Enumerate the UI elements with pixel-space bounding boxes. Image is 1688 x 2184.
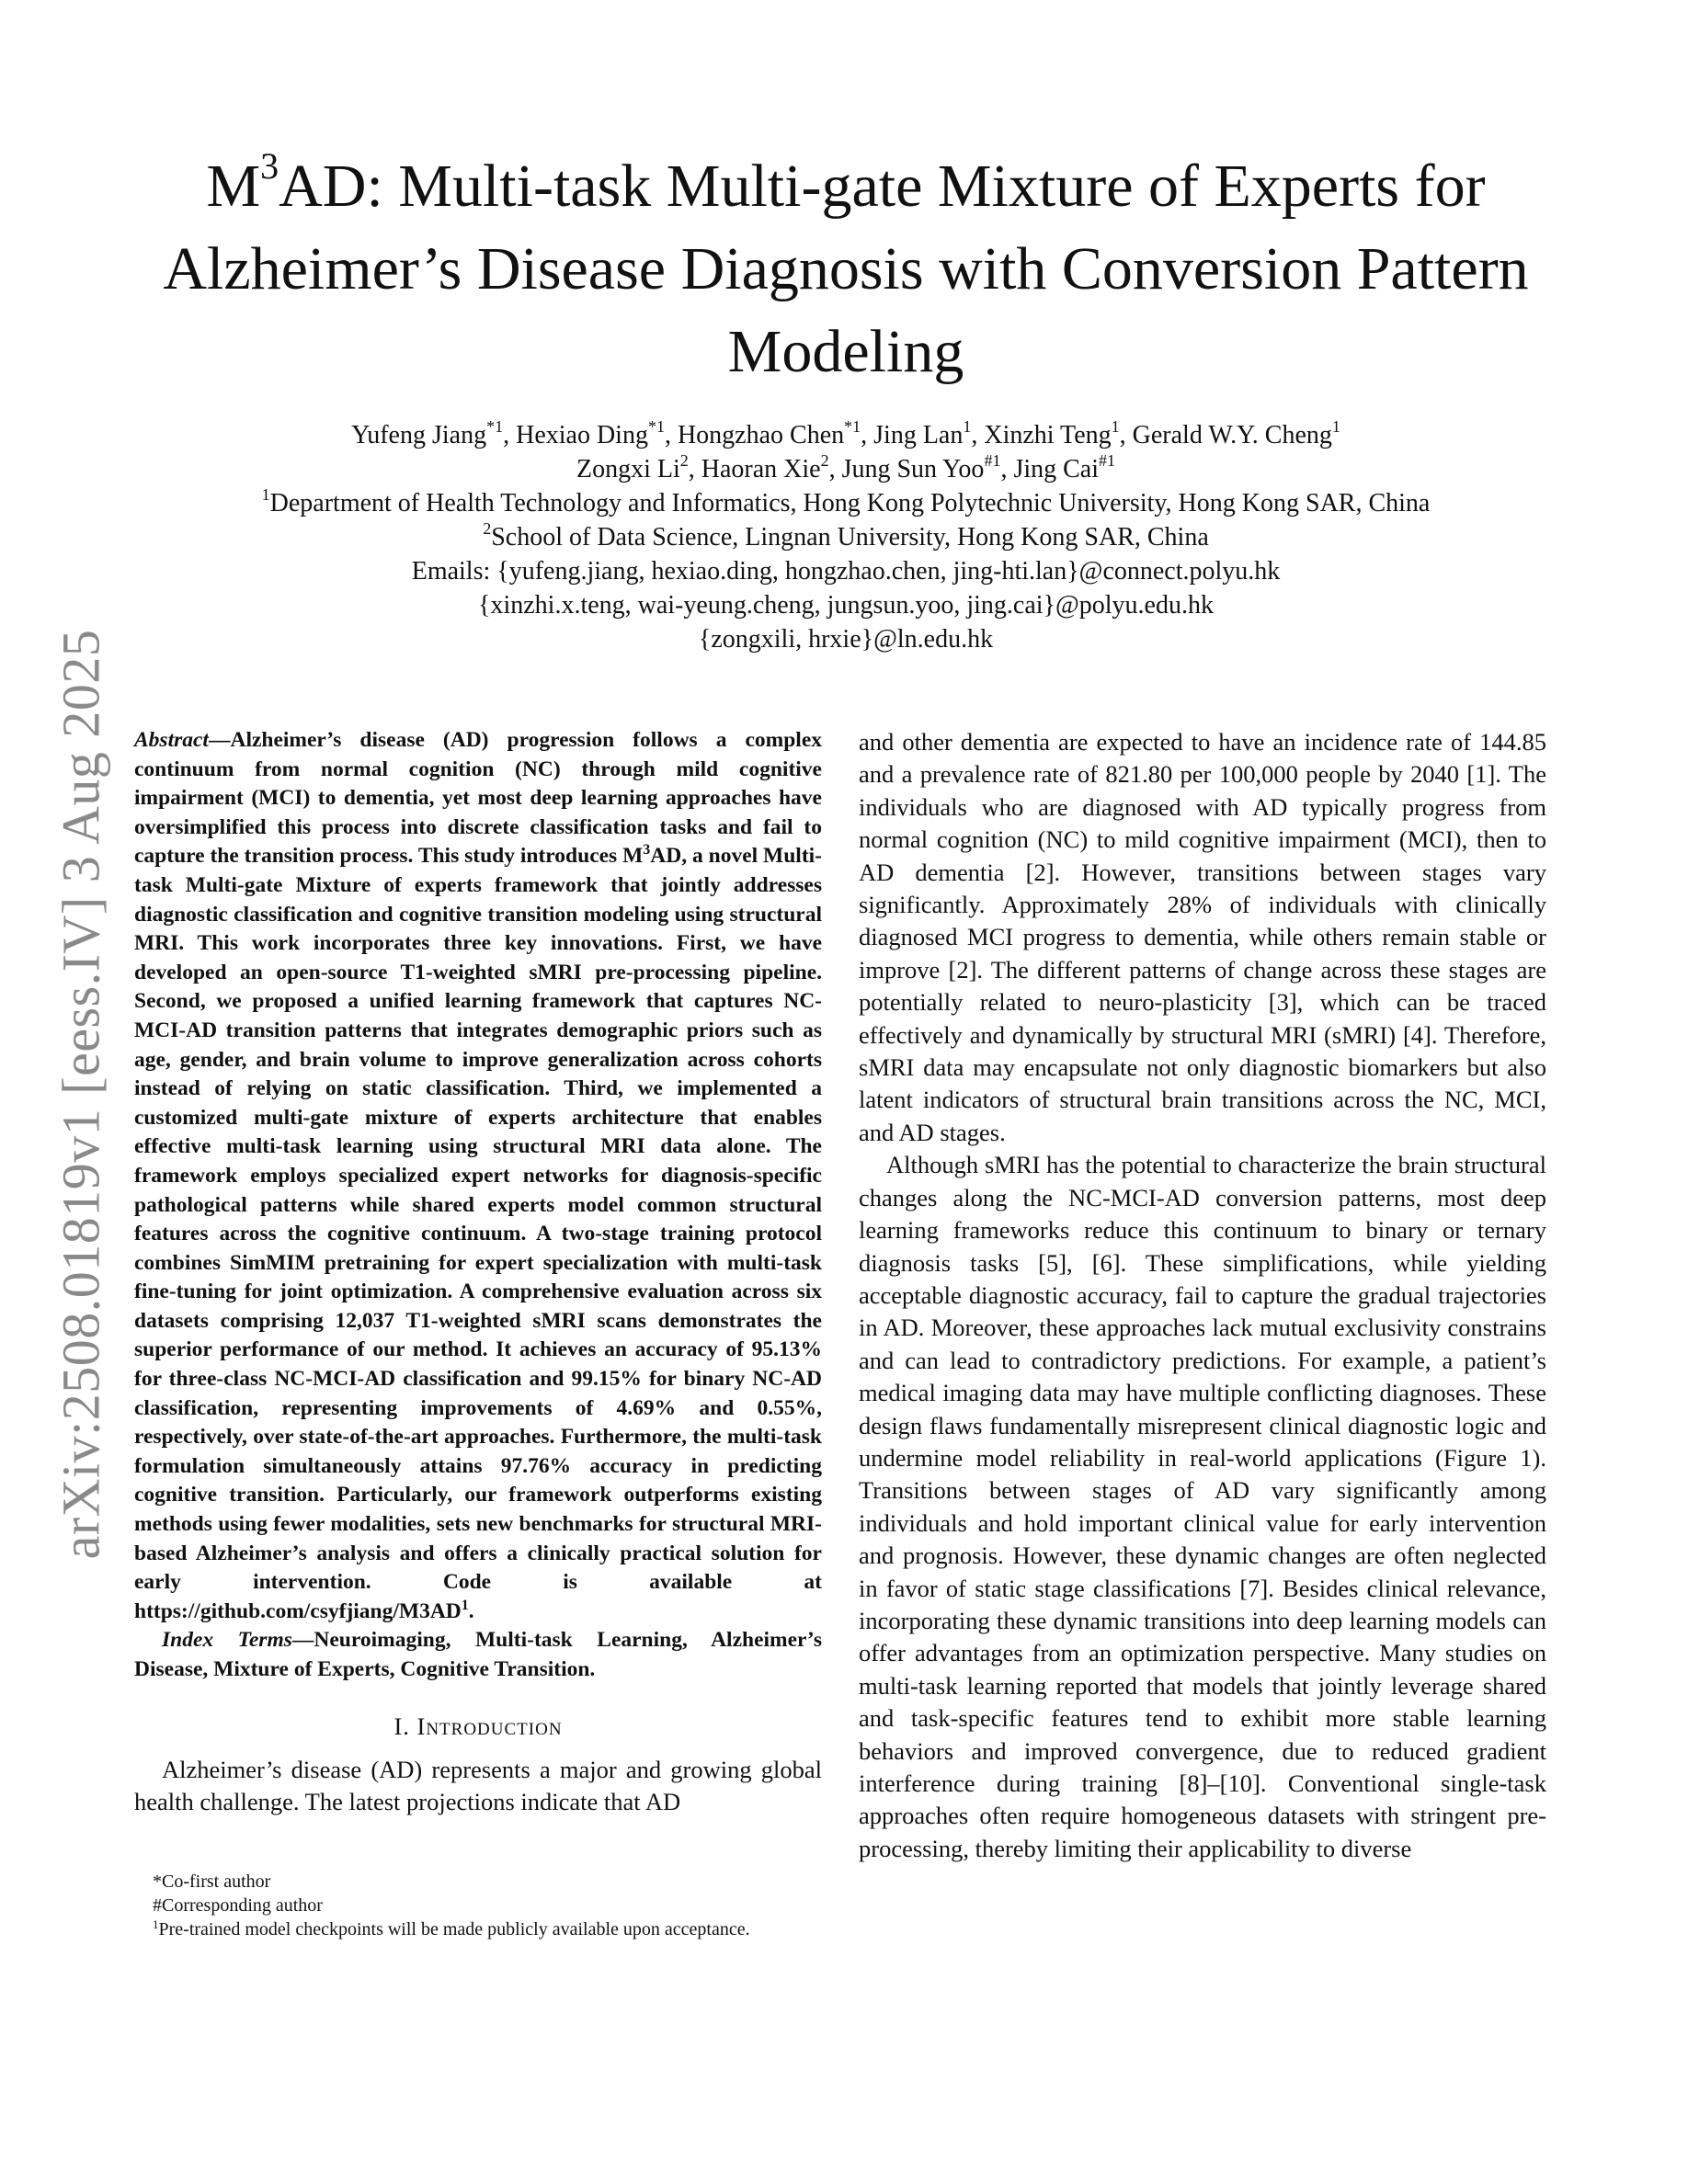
affiliation-2 xyxy=(110,520,1581,554)
abstract-text-2: AD, a novel Multi-task Multi-gate Mixture of experts framework that jointly addresses diagnostic classification and cognitive transition modeling using structural MRI. This work incorporates three key innovations. First, we have developed an open-source T1-weighted sMRI pre-processing pipeline. Second, we proposed a unified learning framework that captures NC-MCI-AD transition patterns that integrates demographic priors such as age, gender, and brain volume to improve generalization across cohorts instead of relying on static classification. Third, we implemented a customized multi-gate mixture of experts architecture that enables effective multi-task learning using structural MRI data alone. The framework employs specialized expert networks for diagnosis-specific pathological patterns while shared experts model common structural features across the cognitive continuum. A two-stage training protocol combines SimMIM pretraining for expert specialization with multi-task fine-tuning for joint optimization. A comprehensive evaluation across six datasets comprising 12,037 T1-weighted sMRI scans demonstrates the superior performance of our method. It achieves an accuracy of 95.13% for three-class NC-MCI-AD classification and 99.15% for binary NC-AD classification, representing improvements of 4.69% and 0.55%, respectively, over state-of-the-art approaches. Furthermore, the multi-task formulation simultaneously attains 97.76% accuracy in predicting cognitive transition. Particularly, our framework outperforms existing methods using fewer modalities, sets new benchmarks for structural MRI-based Alzheimer’s analysis and offers a clinically practical solution for early intervention. Code is available at https://github.com/csyfjiang/M3AD xyxy=(134,844,823,1623)
author-name: Jung Sun Yoo xyxy=(841,455,985,483)
affiliation-text: School of Data Science, Lingnan University, Hong Kong SAR, China xyxy=(491,523,1209,552)
author-mark: 2 xyxy=(820,451,829,470)
section-heading-introduction: I. Introduction xyxy=(393,1712,563,1740)
abstract-superscript: 3 xyxy=(643,842,651,859)
left-column xyxy=(134,726,822,1819)
affiliation-mark: 1 xyxy=(261,485,270,504)
footnotes xyxy=(134,1870,822,1941)
author-mark: #1 xyxy=(984,451,1001,470)
footnote-1 xyxy=(134,1917,822,1941)
author-mark: 2 xyxy=(679,451,689,470)
author-name: Jing Lan xyxy=(873,421,964,449)
author-mark: 1 xyxy=(963,417,972,436)
title-rest: AD: Multi-task Multi-gate Mixture of Experts for Alzheimer’s Disease Diagnosis with Conversion Pattern Modeling xyxy=(163,153,1529,385)
author-line-2: Zongxi Li$^2$, Haoran Xie$^2$, Jung Sun Yoo$^{\#1}$, Jing Cai$^{\#1}$ xyxy=(576,451,1115,483)
footnote-1-text: Pre-trained model checkpoints will be made publicly available upon acceptance. xyxy=(158,1919,750,1939)
author-block xyxy=(110,418,1581,656)
arxiv-stamp-text: arXiv:2508.01819v1 [eess.IV] 3 Aug 2025 xyxy=(51,629,111,1559)
author-name: Xinzhi Teng xyxy=(984,421,1112,449)
right-column xyxy=(859,726,1546,1865)
footnote-cofirst: *Co-first author xyxy=(153,1871,271,1892)
index-terms-text: —Neuroimaging, Multi-task Learning, Alzheimer’s Disease, Mixture of Experts, Cognitive Transition. xyxy=(134,1628,823,1681)
title-lead: M xyxy=(206,153,261,220)
email-line-2: {xinzhi.x.teng, wai-yeung.cheng, jungsun.yoo, jing.cai}@polyu.edu.hk xyxy=(478,591,1214,620)
arxiv-stamp xyxy=(35,597,127,1590)
footnote-mark: 1 xyxy=(153,1917,159,1931)
author-name: Hongzhao Chen xyxy=(677,421,845,449)
abstract xyxy=(134,726,822,1626)
footnote-ref: 1 xyxy=(461,1597,469,1613)
intro-paragraph-right-1: and other dementia are expected to have an incidence rate of 144.85 and a prevalence rate of 821.80 per 100,000 people by 2040 [1]. The individuals who are diagnosed with AD typically progress from normal cognition (NC) to mild cognitive impairment (MCI), then to AD dementia [2]. However, transitions between stages vary significantly. Approximately 28% of individuals with clinically diagnosed MCI progress to dementia, while others remain stable or improve [2]. The different patterns of change across these stages are potentially related to neuro-plasticity [3], which can be traced effectively and dynamically by structural MRI (sMRI) [4]. Therefore, sMRI data may encapsulate not only diagnostic biomarkers but also latent indicators of structural brain transitions across the NC, MCI, and AD stages. xyxy=(859,728,1546,1146)
author-name: Gerald W.Y. Cheng xyxy=(1132,421,1332,449)
author-name: Haoran Xie xyxy=(701,455,821,483)
email-line-3: {zongxili, hrxie}@ln.edu.hk xyxy=(698,625,994,654)
email-line-1: Emails: {yufeng.jiang, hexiao.ding, hongzhao.chen, jing-hti.lan}@connect.polyu.hk xyxy=(411,557,1281,586)
author-mark: *1 xyxy=(844,417,861,436)
intro-paragraph-left: Alzheimer’s disease (AD) represents a major and growing global health challenge. The latest projections indicate that AD xyxy=(134,1756,822,1816)
index-terms xyxy=(134,1626,822,1684)
affiliation-mark: 2 xyxy=(483,519,492,538)
author-name: Jing Cai xyxy=(1013,455,1099,483)
intro-paragraph-right-2: Although sMRI has the potential to characterize the brain structural changes along the NC-MCI-AD conversion patterns, most deep learning frameworks reduce this continuum to binary or ternary diagnosis tasks [5], [6]. These simplifications, while yielding acceptable diagnostic accuracy, fail to capture the gradual trajectories in AD. Moreover, these approaches lack mutual exclusivity constrains and can lead to contradictory predictions. For example, a patient’s medical imaging data may have multiple conflicting diagnoses. These design flaws fundamentally misrepresent clinical diagnostic logic and undermine model reliability in real-world applications (Figure 1). Transitions between stages of AD vary significantly among individuals and hold important clinical value for early intervention and prognosis. However, these dynamic changes are often neglected in favor of static stage classifications [7]. Besides clinical relevance, incorporating these dynamic transitions into deep learning models can offer advantages from an optimization perspective. Many studies on multi-task learning reported that models that jointly leverage shared and task-specific features tend to exhibit more stable learning behaviors and improved convergence, due to reduced gradient interference during training [8]–[10]. Conventional single-task approaches often require homogeneous datasets with stringent pre-processing, thereby limiting their applicability to diverse xyxy=(859,1151,1546,1862)
affiliation-text: Department of Health Technology and Informatics, Hong Kong Polytechnic University, Hong Kong SAR, China xyxy=(269,489,1431,518)
author-mark: 1 xyxy=(1331,417,1340,436)
abstract-lead: Abstract xyxy=(134,728,209,752)
footnote-corresponding: #Corresponding author xyxy=(153,1895,323,1916)
abstract-text-3: . xyxy=(468,1598,474,1623)
author-mark: #1 xyxy=(1099,451,1115,470)
author-mark: *1 xyxy=(486,417,504,436)
author-line-1: Yufeng Jiang$^{*1}$, Hexiao Ding$^{*1}$, Hongzhao Chen$^{*1}$, Jing Lan$^1$, Xinzhi Teng$^1$, Gerald W.Y. Cheng$^1$ xyxy=(351,417,1340,449)
abstract-text-1: —Alzheimer’s disease (AD) progression follows a complex continuum from normal cognition (NC) through mild cognitive impairment (MCI) to dementia, yet most deep learning approaches have oversimplified this process into discrete classification tasks and fail to capture the transition process. This study introduces M xyxy=(134,728,822,869)
title-superscript: 3 xyxy=(260,145,279,187)
affiliation-1 xyxy=(110,486,1581,520)
author-mark: 1 xyxy=(1111,417,1120,436)
index-terms-lead: Index Terms xyxy=(162,1628,292,1653)
paper-title xyxy=(110,145,1581,393)
author-name: Zongxi Li xyxy=(576,455,680,483)
author-name: Hexiao Ding xyxy=(516,421,648,449)
author-mark: *1 xyxy=(647,417,665,436)
author-name: Yufeng Jiang xyxy=(351,421,487,449)
